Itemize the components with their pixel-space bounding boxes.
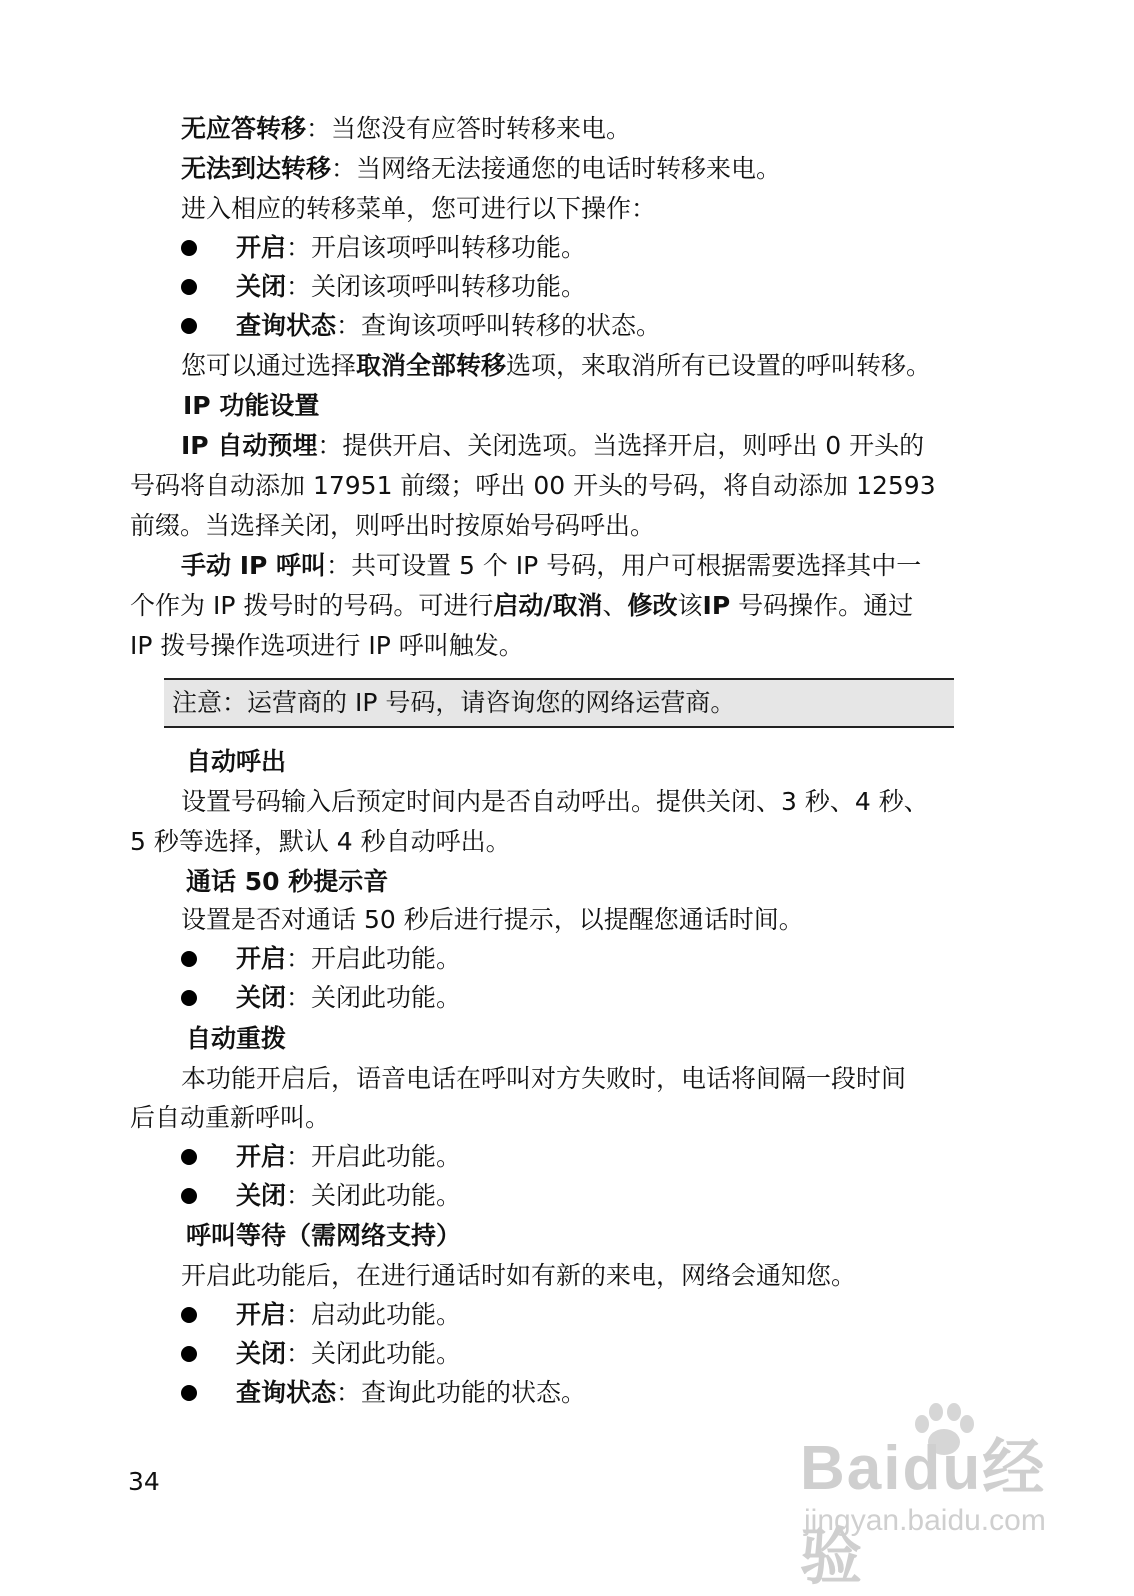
no-answer-forward-line — [181, 112, 631, 146]
manual-ip-call-line-2 — [130, 589, 913, 623]
unreachable-forward-line — [181, 152, 781, 186]
auto-redial-line-2: 后自动重新呼叫。 — [130, 1103, 331, 1132]
option-text: 开启此功能。 — [311, 1142, 462, 1171]
separator: ： — [286, 944, 312, 973]
bullet-icon — [181, 1346, 197, 1362]
ip-settings-heading: IP 功能设置 — [183, 391, 320, 420]
cancel-all-forward-line — [181, 349, 931, 383]
auto-dial-line-1: 设置号码输入后预定时间内是否自动呼出。提供关闭、3 秒、4 秒、 — [181, 787, 929, 816]
ip-auto-prefix-line-3: 前缀。当选择关闭，则呼出时按原始号码呼出。 — [130, 511, 656, 540]
call-waiting-heading: 呼叫等待（需网络支持） — [186, 1221, 462, 1250]
separator: ： — [336, 311, 362, 340]
note-box — [164, 678, 954, 728]
separator: ： — [286, 233, 312, 262]
option-label: 开启 — [236, 1300, 287, 1329]
separator: ： — [286, 983, 312, 1012]
bullet-icon — [181, 1188, 197, 1204]
bullet-icon — [181, 990, 197, 1006]
separator: ： — [317, 431, 343, 460]
watermark-url: jingyan.baidu.com — [804, 1504, 1046, 1537]
cancel-all-post: 选项，来取消所有已设置的呼叫转移。 — [506, 351, 932, 380]
separator: ： — [306, 114, 332, 143]
cancel-all-label: 取消全部转移 — [356, 351, 507, 380]
text-span: 号码操作。通过 — [730, 591, 914, 620]
auto-dial-line-2: 5 秒等选择，默认 4 秒自动呼出。 — [130, 827, 511, 856]
separator: ： — [286, 272, 312, 301]
option-label: 关闭 — [236, 272, 287, 301]
no-answer-forward-label: 无应答转移 — [181, 114, 307, 143]
bullet-icon — [181, 951, 197, 967]
auto-dial-heading: 自动呼出 — [186, 747, 287, 776]
option-label: 查询状态 — [236, 1378, 337, 1407]
ip-auto-prefix-text: 提供开启、关闭选项。当选择开启，则呼出 0 开头的 — [342, 431, 925, 460]
option-text: 关闭该项呼叫转移功能。 — [311, 272, 587, 301]
manual-ip-call-line-1 — [181, 549, 921, 583]
call-waiting-desc: 开启此功能后，在进行通话时如有新的来电，网络会通知您。 — [181, 1261, 857, 1290]
separator: ： — [286, 1339, 312, 1368]
bullet-icon — [181, 318, 197, 334]
option-text: 开启此功能。 — [311, 944, 462, 973]
option-label: 开启 — [236, 1142, 287, 1171]
ip-label: IP — [702, 591, 731, 620]
bullet-icon — [181, 240, 197, 256]
tone-50s-heading: 通话 50 秒提示音 — [186, 867, 389, 896]
text-span: 该 — [677, 591, 703, 620]
watermark — [800, 1400, 1100, 1592]
option-text: 关闭此功能。 — [311, 983, 462, 1012]
text-span: 个作为 IP 拨号时的号码。可进行 — [130, 591, 494, 620]
cancel-all-pre: 您可以通过选择 — [181, 351, 357, 380]
manual-ip-call-label: 手动 IP 呼叫 — [181, 551, 327, 580]
separator: ： — [336, 1378, 362, 1407]
option-label: 关闭 — [236, 1339, 287, 1368]
start-cancel-label: 启动/取消 — [493, 591, 603, 620]
option-label: 开启 — [236, 233, 287, 262]
separator: ： — [286, 1300, 312, 1329]
bullet-icon — [181, 279, 197, 295]
option-label: 开启 — [236, 944, 287, 973]
option-text: 查询该项呼叫转移的状态。 — [361, 311, 662, 340]
separator: ： — [326, 551, 352, 580]
separator: ： — [286, 1181, 312, 1210]
ip-auto-prefix-label: IP 自动预埋 — [181, 431, 318, 460]
option-label: 查询状态 — [236, 311, 337, 340]
ip-auto-prefix-line-2: 号码将自动添加 17951 前缀；呼出 00 开头的号码，将自动添加 12593 — [130, 471, 936, 500]
option-text: 开启该项呼叫转移功能。 — [311, 233, 587, 262]
option-text: 关闭此功能。 — [311, 1339, 462, 1368]
unreachable-forward-label: 无法到达转移 — [181, 154, 332, 183]
bullet-icon — [181, 1149, 197, 1165]
auto-redial-line-1: 本功能开启后，语音电话在呼叫对方失败时，电话将间隔一段时间 — [181, 1064, 907, 1093]
no-answer-forward-text: 当您没有应答时转移来电。 — [331, 114, 632, 143]
separator: ： — [286, 1142, 312, 1171]
bullet-icon — [181, 1385, 197, 1401]
separator: ： — [331, 154, 357, 183]
option-text: 关闭此功能。 — [311, 1181, 462, 1210]
option-label: 关闭 — [236, 1181, 287, 1210]
text-span: 、 — [602, 591, 628, 620]
unreachable-forward-text: 当网络无法接通您的电话时转移来电。 — [356, 154, 782, 183]
modify-label: 修改 — [627, 591, 678, 620]
auto-redial-heading: 自动重拨 — [186, 1024, 287, 1053]
manual-ip-call-text: 共可设置 5 个 IP 号码，用户可根据需要选择其中一 — [351, 551, 922, 580]
note-text: 注意：运营商的 IP 号码，请咨询您的网络运营商。 — [172, 688, 736, 717]
option-label: 关闭 — [236, 983, 287, 1012]
ip-auto-prefix-line-1 — [181, 429, 924, 463]
tone-50s-desc: 设置是否对通话 50 秒后进行提示，以提醒您通话时间。 — [181, 905, 804, 934]
bullet-icon — [181, 1307, 197, 1323]
watermark-logo: Baidu经验 — [800, 1434, 1047, 1592]
forward-menu-intro: 进入相应的转移菜单，您可进行以下操作： — [181, 194, 657, 223]
option-text: 查询此功能的状态。 — [361, 1378, 587, 1407]
page-number: 34 — [128, 1467, 160, 1496]
manual-ip-call-line-3: IP 拨号操作选项进行 IP 呼叫触发。 — [130, 631, 524, 660]
option-text: 启动此功能。 — [311, 1300, 462, 1329]
